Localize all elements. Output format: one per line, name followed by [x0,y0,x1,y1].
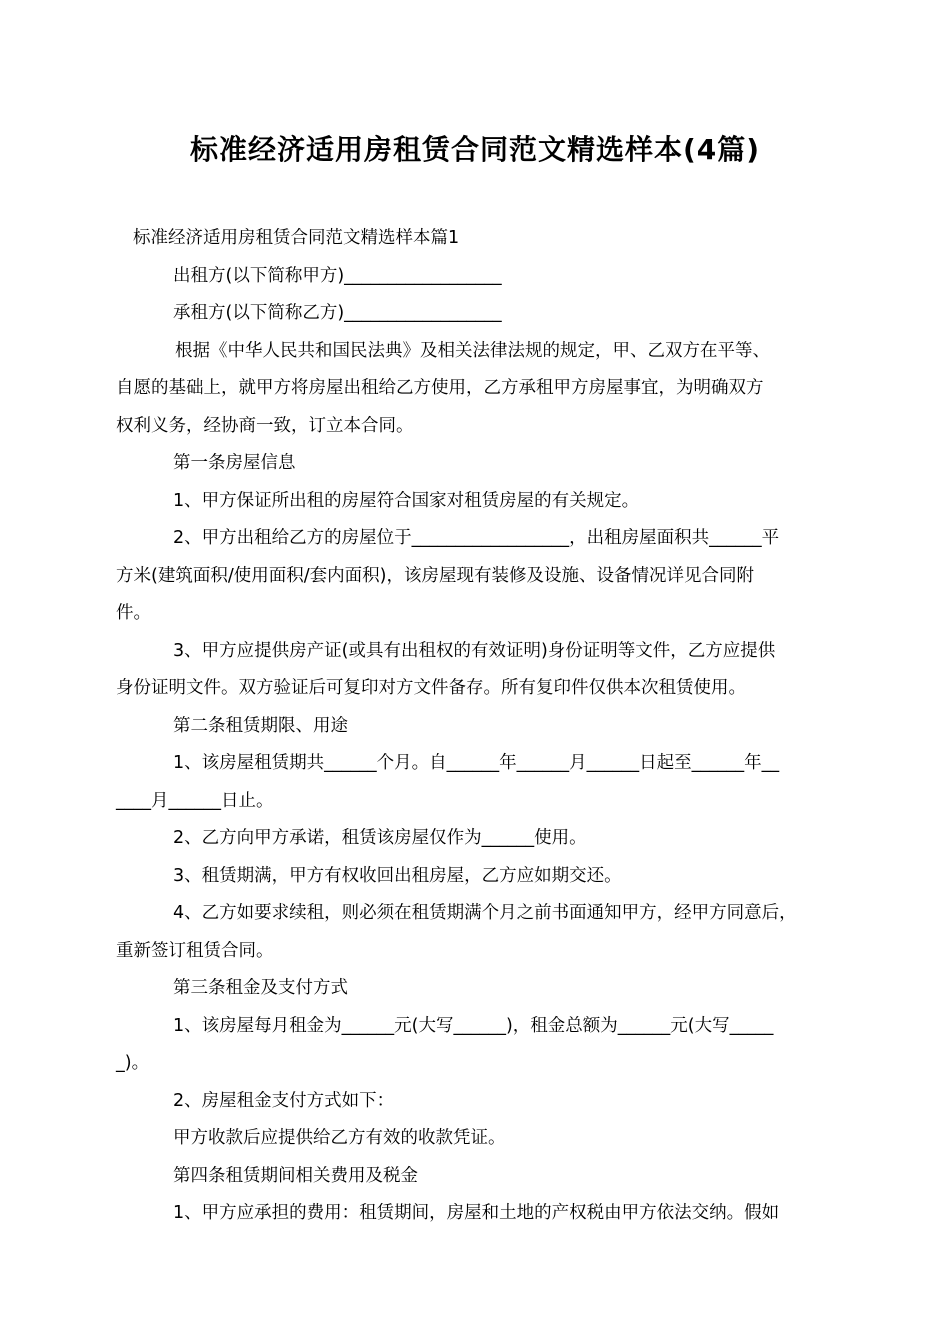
paragraph-line: 重新签订租赁合同。 [116,940,274,961]
paragraph-line: 1、该房屋租赁期共______个月。自______年______月______日起至______年__ [173,753,780,773]
paragraph-line: 2、甲方出租给乙方的房屋位于__________________，出租房屋面积共______平 [173,528,780,548]
clause-heading: 第二条租赁期限、用途 [173,715,348,736]
section-subtitle: 标准经济适用房租赁合同范文精选样本篇1 [133,228,460,248]
paragraph-line: 件。 [116,603,151,623]
paragraph-line: 自愿的基础上，就甲方将房屋出租给乙方使用，乙方承租甲方房屋事宜，为明确双方 [116,378,764,398]
paragraph-line: 承租方(以下简称乙方)__________________ [173,303,502,323]
clause-heading: 第一条房屋信息 [173,453,296,473]
clause-heading: 第四条租赁期间相关费用及税金 [173,1165,418,1186]
paragraph-line: 2、乙方向甲方承诺，租赁该房屋仅作为______使用。 [173,828,587,848]
paragraph-line: 根据《中华人民共和国民法典》及相关法律法规的规定，甲、乙双方在平等、 [175,340,770,361]
paragraph-line: 出租方(以下简称甲方)__________________ [173,265,502,286]
paragraph-line: 2、房屋租金支付方式如下： [173,1090,395,1111]
paragraph-line: 1、甲方保证所出租的房屋符合国家对租赁房屋的有关规定。 [173,490,640,511]
paragraph-line: 甲方收款后应提供给乙方有效的收款凭证。 [173,1128,506,1148]
clause-heading: 第三条租金及支付方式 [173,978,348,998]
paragraph-line: 3、租赁期满，甲方有权收回出租房屋，乙方应如期交还。 [173,865,622,886]
paragraph-line: 权利义务，经协商一致，订立本合同。 [116,415,414,436]
paragraph-line: 4、乙方如要求续租，则必须在租赁期满个月之前书面通知甲方，经甲方同意后， [173,903,797,923]
document-body [116,220,836,1233]
paragraph-line: 方米(建筑面积/使用面积/套内面积)，该房屋现有装修及设施、设备情况详见合同附 [116,565,754,586]
paragraph-line: 1、甲方应承担的费用：租赁期间，房屋和土地的产权税由甲方依法交纳。假如 [173,1203,780,1223]
paragraph-line: 身份证明文件。双方验证后可复印对方文件备存。所有复印件仅供本次租赁使用。 [116,678,746,698]
paragraph-line: _)。 [116,1053,150,1073]
paragraph-line: 1、该房屋每月租金为______元(大写______)，租金总额为______元(大写_____ [173,1015,774,1036]
document-title: 标准经济适用房租赁合同范文精选样本(4篇) [189,133,761,166]
paragraph-line: ____月______日止。 [116,790,274,811]
paragraph-line: 3、甲方应提供房产证(或具有出租权的有效证明)身份证明等文件，乙方应提供 [173,640,776,661]
